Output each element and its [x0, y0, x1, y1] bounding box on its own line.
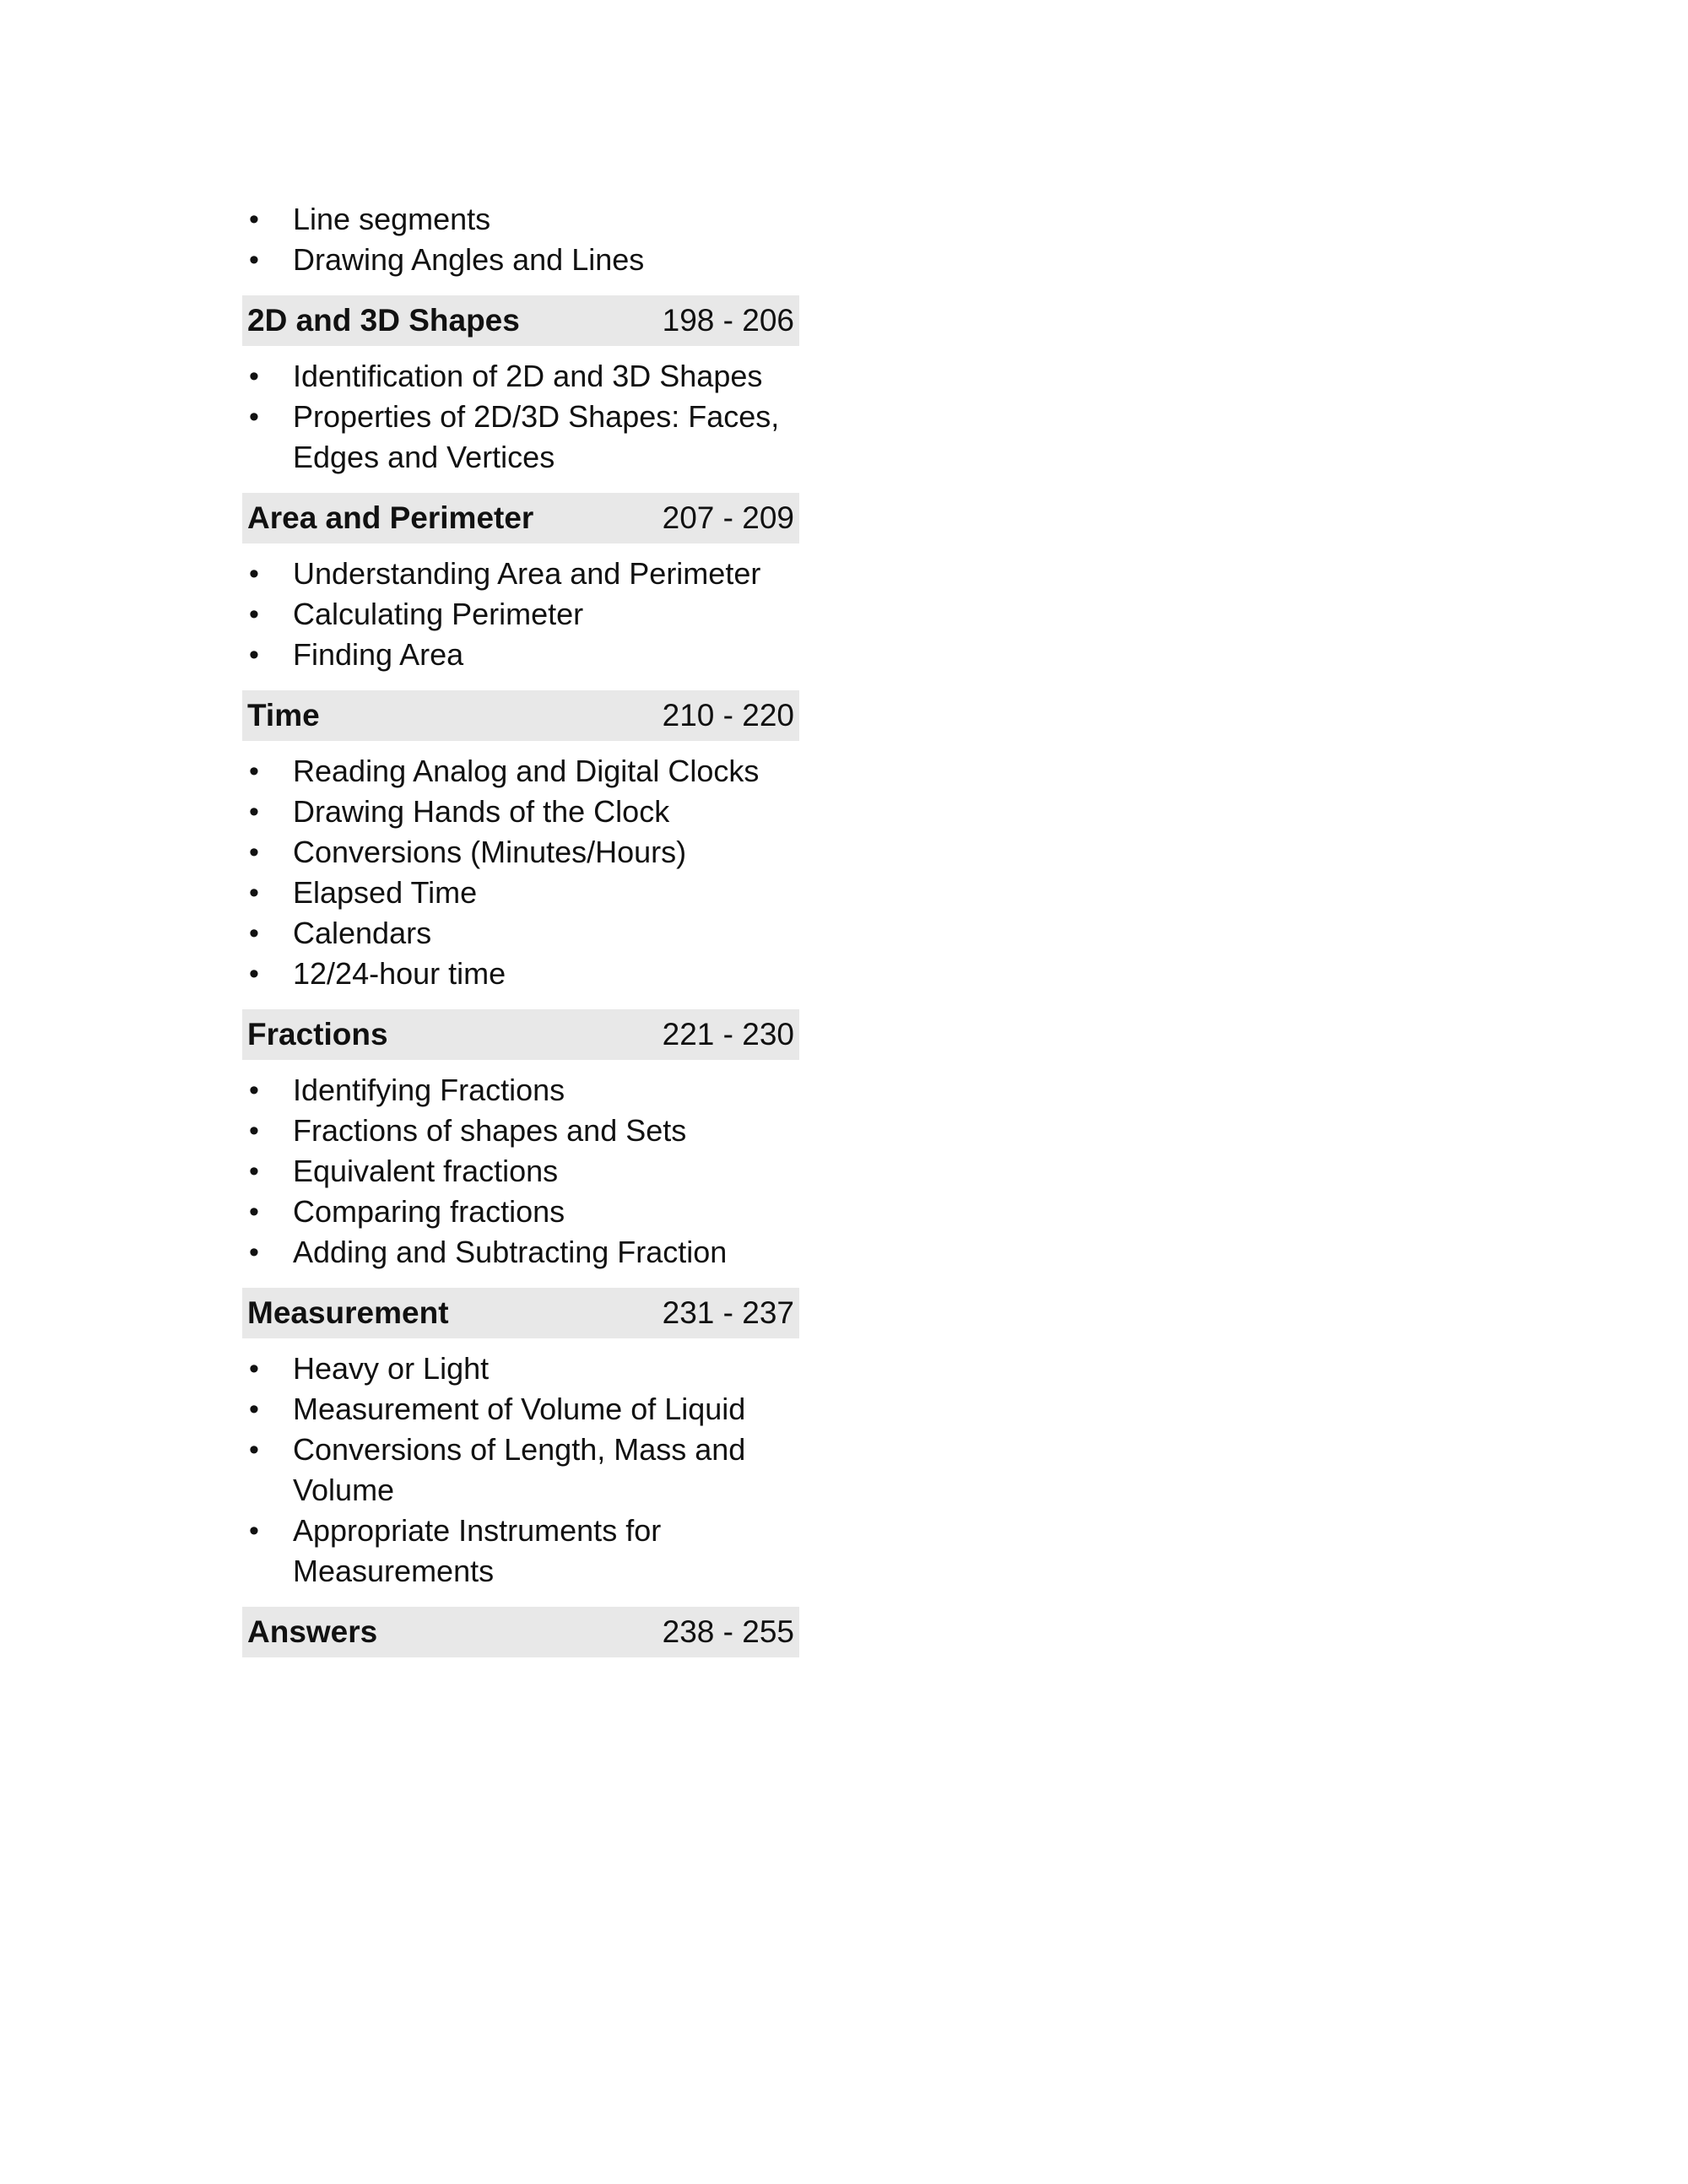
list-item: • Conversions (Minutes/Hours): [242, 832, 799, 873]
list-item: • Drawing Hands of the Clock: [242, 792, 799, 832]
bullet-icon: •: [249, 1353, 259, 1385]
list-item: • Identification of 2D and 3D Shapes: [242, 356, 799, 397]
section-pages: 231 - 237: [662, 1295, 794, 1330]
bullet-icon: •: [249, 598, 259, 630]
section-header-measurement: [242, 1288, 799, 1338]
bullet-icon: •: [249, 1393, 259, 1425]
bullet-icon: •: [249, 917, 259, 949]
section-pages: 210 - 220: [662, 698, 794, 733]
bullet-icon: •: [249, 796, 259, 828]
list-item: • Heavy or Light: [242, 1349, 799, 1389]
bullet-icon: •: [249, 244, 259, 276]
section-title: Measurement: [247, 1295, 449, 1330]
list-item: • Elapsed Time: [242, 873, 799, 913]
list-item: • Calculating Perimeter: [242, 594, 799, 635]
bullet-icon: •: [249, 1434, 259, 1466]
list-item: • 12/24-hour time: [242, 954, 799, 994]
list-item: • Comparing fractions: [242, 1192, 799, 1232]
section-items: [242, 1349, 799, 1592]
list-item: • Fractions of shapes and Sets: [242, 1111, 799, 1151]
section-title: Area and Perimeter: [247, 500, 534, 535]
section-title: Answers: [247, 1614, 378, 1649]
bullet-icon: •: [249, 1074, 259, 1106]
bullet-icon: •: [249, 1155, 259, 1187]
section-title: Time: [247, 698, 320, 733]
section-items: [242, 1070, 799, 1273]
section-items: [242, 554, 799, 675]
section-header-fractions: [242, 1009, 799, 1060]
list-item: • Calendars: [242, 913, 799, 954]
list-item: • Measurement of Volume of Liquid: [242, 1389, 799, 1430]
list-item: • Identifying Fractions: [242, 1070, 799, 1111]
bullet-icon: •: [249, 639, 259, 671]
list-item: • Finding Area: [242, 635, 799, 675]
section-pages: 198 - 206: [662, 303, 794, 338]
bullet-icon: •: [249, 836, 259, 868]
intro-bullet-list: [242, 199, 799, 280]
section-items: [242, 751, 799, 994]
bullet-icon: •: [249, 558, 259, 590]
bullet-icon: •: [249, 1515, 259, 1547]
bullet-icon: •: [249, 1115, 259, 1147]
section-items: [242, 356, 799, 478]
section-header-2d-3d-shapes: [242, 295, 799, 346]
bullet-icon: •: [249, 1196, 259, 1228]
list-item: • Adding and Subtracting Fraction: [242, 1232, 799, 1273]
bullet-icon: •: [249, 203, 259, 235]
list-item: • Conversions of Length, Mass and Volume: [242, 1430, 799, 1511]
list-item: • Line segments: [242, 199, 799, 240]
list-item: • Appropriate Instruments for Measurements: [242, 1511, 799, 1592]
bullet-icon: •: [249, 1236, 259, 1268]
list-item: • Reading Analog and Digital Clocks: [242, 751, 799, 792]
section-title: Fractions: [247, 1017, 388, 1051]
list-item: • Properties of 2D/3D Shapes: Faces, Edges and Vertices: [242, 397, 799, 478]
bullet-icon: •: [249, 877, 259, 909]
section-pages: 238 - 255: [662, 1614, 794, 1649]
list-item: • Equivalent fractions: [242, 1151, 799, 1192]
bullet-icon: •: [249, 401, 259, 433]
bullet-icon: •: [249, 360, 259, 392]
bullet-icon: •: [249, 755, 259, 787]
list-item: • Understanding Area and Perimeter: [242, 554, 799, 594]
section-pages: 221 - 230: [662, 1017, 794, 1051]
bullet-icon: •: [249, 958, 259, 990]
section-header-answers: [242, 1607, 799, 1657]
section-pages: 207 - 209: [662, 500, 794, 535]
section-header-time: [242, 690, 799, 741]
table-of-contents: [242, 199, 799, 1668]
list-item: • Drawing Angles and Lines: [242, 240, 799, 280]
section-title: 2D and 3D Shapes: [247, 303, 520, 338]
section-header-area-perimeter: [242, 493, 799, 543]
